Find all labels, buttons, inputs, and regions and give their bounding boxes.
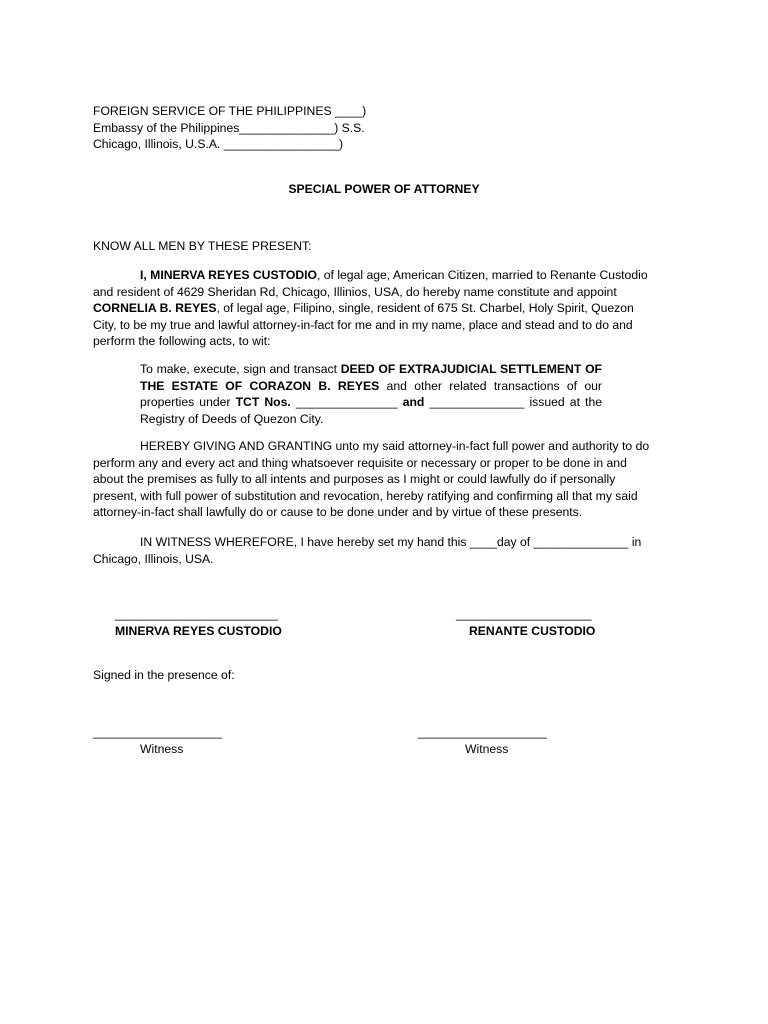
witness-whereof-text: , I have hereby set my hand this ____day of ______________ in Chicago, Illinois, USA. [93, 535, 642, 566]
grantor-name: MINERVA REYES CUSTODIO [150, 268, 317, 282]
header-line-3: Chicago, Illinois, U.S.A. _________________) [93, 137, 344, 151]
witness-right-line: ___________________ [418, 725, 547, 739]
deed-title: DEED OF EXTRAJUDICIAL SETTLEMENT OF THE ESTATE OF CORAZON B. REYES [140, 362, 602, 393]
and-label: and [402, 395, 425, 409]
witness-whereof-paragraph [93, 534, 653, 567]
attorney-name: CORNELIA B. REYES [93, 301, 217, 315]
appointment-text-2: , of legal age, Filipino, single, resident of 675 St. Charbel, Holy Spirit, Quezon City, to be my true and lawful attorney-in-fact for me and in my name, place and stead and to do and perform the following acts, to wit: [93, 301, 634, 348]
know-all-men-line: KNOW ALL MEN BY THESE PRESENT: [93, 239, 312, 253]
venue-header [93, 103, 423, 153]
signed-in-presence-label: Signed in the presence of: [93, 668, 235, 682]
witness-whereof-label: IN WITNESS WHEREFORE [140, 535, 294, 549]
document-title: SPECIAL POWER OF ATTORNEY [288, 182, 480, 196]
tct-label: TCT Nos. [235, 395, 291, 409]
header-line-2: Embassy of the Philippines______________) S.S. [93, 120, 365, 135]
acts-text-3: _______________ [290, 395, 403, 409]
grantor-signature-name: MINERVA REYES CUSTODIO [115, 624, 282, 638]
granting-text: HEREBY GIVING AND GRANTING unto my said attorney-in-fact full power and authority to do perform any and every act and thing whatsoever requisite or necessary or proper to be done in and about the premises as fully to all intents and purposes as I might or could lawfully do if personally present, with full power of substitution and revocation, hereby ratifying and confirming all that my said attorney-in-fact shall lawfully do or cause to be done under and by virtue of these presents. [93, 439, 650, 519]
acts-text-2: and other related transactions of our properties under [140, 378, 602, 409]
acts-text-4: ______________ issued at the Registry of Deeds of Quezon City. [140, 395, 603, 426]
spouse-signature-name: RENANTE CUSTODIO [469, 624, 596, 638]
acts-text-1: To make, execute, sign and transact [140, 362, 341, 376]
appointment-text-1: , of legal age, American Citizen, married to Renante Custodio and resident of 4629 Sheridan Rd, Chicago, Illinios, USA, do hereby name constitute and appoint [93, 268, 648, 299]
witness-left-label: Witness [140, 742, 184, 756]
grantor-signature-line: ________________________ [115, 607, 278, 621]
acts-paragraph [140, 361, 602, 427]
i-label: I, [140, 268, 151, 282]
witness-left-line: ___________________ [93, 725, 222, 739]
spouse-signature-line: ____________________ [456, 607, 592, 621]
appointment-paragraph [93, 267, 653, 350]
granting-paragraph [93, 438, 653, 521]
header-line-1: FOREIGN SERVICE OF THE PHILIPPINES ____) [93, 104, 367, 118]
witness-right-label: Witness [465, 742, 509, 756]
